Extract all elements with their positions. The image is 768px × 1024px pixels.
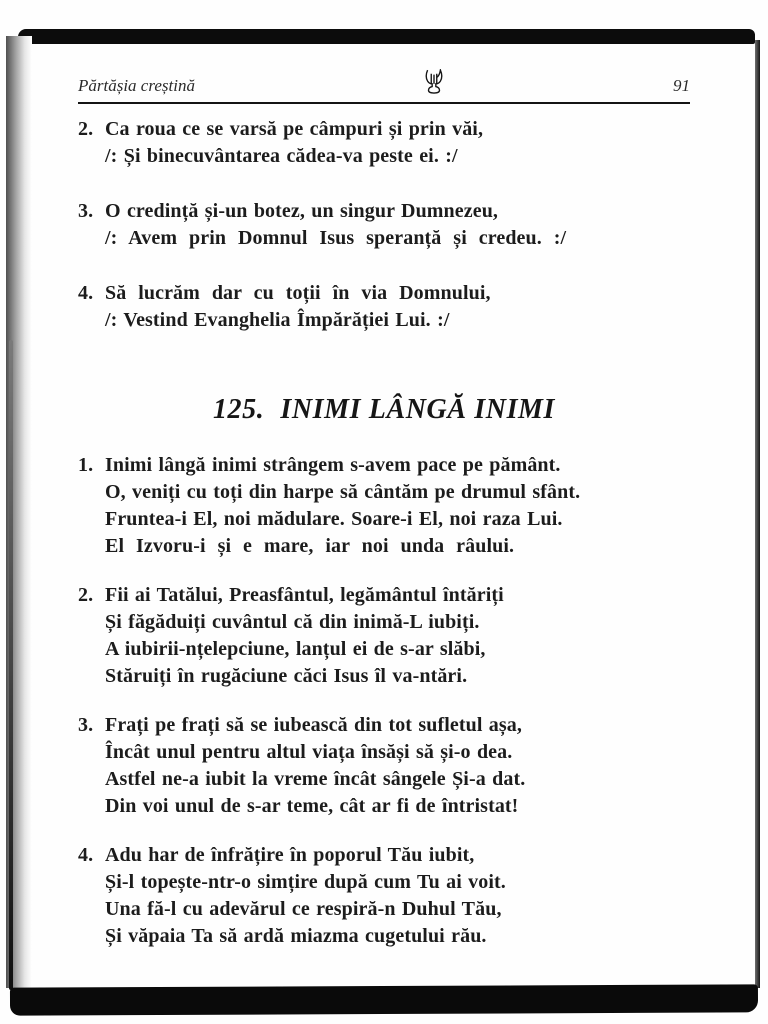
verse-text: Frați pe frați să se iubească din tot sufletul așa,	[105, 714, 522, 736]
verse-line: Fruntea-i El, noi mădulare. Soare-i El, noi raza Lui.	[105, 508, 563, 530]
verse-line	[78, 582, 690, 609]
verse	[78, 712, 690, 820]
verse-text: Ca roua ce se varsă pe câmpuri și prin văi,	[105, 118, 484, 140]
verse-number: 3.	[78, 200, 94, 222]
verse-line: O, veniți cu toți din harpe să cântăm pe drumul sfânt.	[105, 481, 581, 503]
verse-number: 2.	[78, 118, 94, 140]
song-name: INIMI LÂNGĂ INIMI	[280, 394, 556, 425]
verse-line	[78, 198, 690, 225]
verse-line: Și-l topește-ntr-o simțire după cum Tu ai voit.	[105, 871, 506, 893]
verse	[78, 452, 690, 560]
verse-number: 2.	[78, 584, 94, 606]
page-content	[78, 70, 690, 972]
page-header	[78, 70, 690, 96]
verse-text: Adu har de înfrățire în poporul Tău iubit,	[105, 844, 475, 866]
verse-text: O credință și-un botez, un singur Dumnezeu,	[105, 200, 499, 222]
continuation-verses	[78, 116, 690, 334]
verse-line: Și făgăduiți cuvântul că din inimă-L iubiți.	[105, 611, 480, 633]
verse-line: /: Vestind Evanghelia Împărăției Lui. :/	[105, 309, 450, 331]
lyre-ornament-icon	[423, 69, 445, 100]
running-head: Părtășia creștină	[78, 76, 195, 95]
verse-line	[78, 712, 690, 739]
verse-line: /: Și binecuvântarea cădea-va peste ei. :/	[105, 145, 458, 167]
scan-edge-left	[9, 340, 13, 990]
verse	[78, 280, 690, 334]
verse-line: Stăruiți în rugăciune căci Isus îl va-ntări.	[105, 665, 468, 687]
song-verses	[78, 452, 690, 950]
verse-line: A iubirii-nțelepciune, lanțul ei de s-ar slăbi,	[105, 638, 486, 660]
verse-text: Fii ai Tatălui, Preasfântul, legământul întăriți	[105, 584, 504, 606]
verse-text: Inimi lângă inimi strângem s-avem pace pe pământ.	[105, 454, 561, 476]
verse-line	[78, 452, 690, 479]
verse-number: 3.	[78, 714, 94, 736]
verse	[78, 582, 690, 690]
verse-line: El Izvoru-i și e mare, iar noi unda râului.	[105, 535, 515, 557]
scan-border-bottom	[10, 984, 758, 1015]
verse-line: Astfel ne-a iubit la vreme încât sângele Și-a dat.	[105, 768, 526, 790]
verse-line	[78, 116, 690, 143]
verse-line: Una fă-l cu adevărul ce respiră-n Duhul Tău,	[105, 898, 502, 920]
scan-border-right	[755, 40, 760, 988]
verse	[78, 198, 690, 252]
scan-border-top	[18, 29, 755, 44]
page-number: 91	[672, 76, 690, 95]
verse	[78, 116, 690, 170]
verse-number: 4.	[78, 282, 94, 304]
verse-line	[78, 280, 690, 307]
verse-line: Încât unul pentru altul viața însăși să și-o dea.	[105, 741, 513, 763]
verse-line: /: Avem prin Domnul Isus speranță și credeu. :/	[105, 227, 567, 249]
header-divider	[78, 102, 690, 104]
verse-line: Din voi unul de s-ar teme, cât ar fi de întristat!	[105, 795, 519, 817]
verse-line: Și văpaia Ta să ardă miazma cugetului rău.	[105, 925, 487, 947]
verse-number: 4.	[78, 844, 94, 866]
verse	[78, 842, 690, 950]
verse-text: Să lucrăm dar cu toții în via Domnului,	[105, 282, 491, 304]
verse-line	[78, 842, 690, 869]
song-number: 125.	[212, 394, 265, 425]
song-title	[78, 394, 690, 426]
verse-number: 1.	[78, 454, 94, 476]
